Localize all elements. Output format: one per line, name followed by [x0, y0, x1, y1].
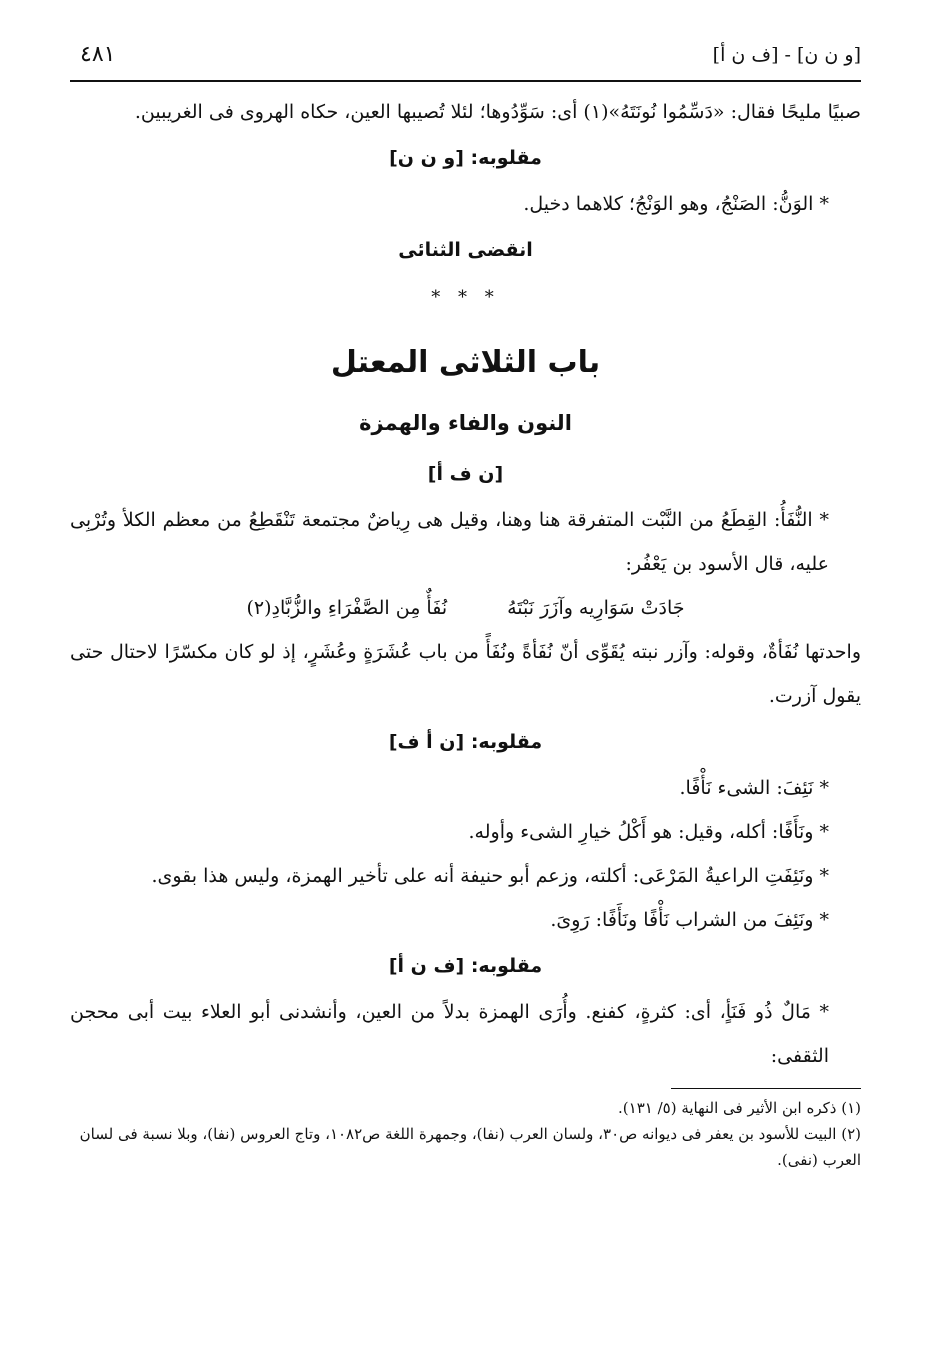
entry-fana: * مَالٌ ذُو فَنَأٍ، أى: كثرةٍ، كفنع. وأُرَى الهمزة بدلاً من العين، وأنشدنى أبو العلاء بيت أبى محجن الثقفى:: [70, 1001, 829, 1067]
verse-hemistich-second: نُفَأٌ مِن الصَّفْرَاءِ والزُّبَّادِ(٢): [246, 597, 448, 619]
running-head: [و ن ن] - [ف ن أ]: [712, 44, 861, 66]
page-header: [70, 40, 861, 82]
paragraph-explanation: واحدتها نُفَأةٌ، وقوله: وآزر نبته يُقَوِّى أنّ نُفَأةً ونُفَأً من باب عُشَرَةٍ وعُشَرٍ، إذ لو كان مكسّرًا لاحتال حتى يقول آزرت.: [70, 641, 861, 707]
subheading-maqlub-wnn: مقلوبه: [و ن ن]: [389, 147, 542, 169]
entry-raiya: * ونَئِفَتِ الراعيةُ المَرْعَى: أكلته، وزعم أبو حنيفة أنه على تأخير الهمزة، وليس هذا بقوى.: [151, 865, 829, 887]
root-heading-nfa: [ن ف أ]: [427, 463, 504, 485]
entry-nufa: * النُّفَأُ: القِطَعُ من النَّبْت المتفرقة هنا وهنا، وقيل هى رِياضٌ مجتمعة تَنْقَطِعُ من معظم الكلأ وتُرْبِى عليه، قال الأسود بن يَعْفُر:: [70, 509, 829, 575]
verse-hemistich-first: جَادَتْ سَوَارِيه وآزَرَ نَبْتَهُ: [507, 597, 685, 619]
section-separator: * * *: [431, 287, 500, 308]
footnote-1: (١) ذكره ابن الأثير فى النهاية (٥/ ١٣١).: [618, 1099, 861, 1117]
footnote-divider: [671, 1088, 861, 1089]
entry-naif: * نَئِفَ: الشىء نَأْفًا.: [679, 777, 829, 799]
footnote-2: (٢) البيت للأسود بن يعفر فى ديوانه ص٣٠، ولسان العرب (نفا)، وجمهرة اللغة ص١٠٨٢، وتاج العروس (نفا)، وبلا نسبة فى لسان العرب (نفى).: [79, 1125, 861, 1169]
poetry-verse: [70, 586, 861, 630]
entry-sharab: * ونَئِفَ من الشراب نَأْفًا ونَأَفًا: رَوِىَ.: [550, 909, 829, 931]
subheading-end-thunai: انقضى الثنائى: [398, 239, 533, 261]
entry-naaf: * ونَأَفًا: أكله، وقيل: هو أَكْلُ خيارِ الشىء وأوله.: [468, 821, 829, 843]
paragraph-continuation: صبيًا مليحًا فقال: «دَسِّمُوا نُونَتَهُ»(١) أى: سَوِّدُوها؛ لئلا تُصيبها العين، حكاه الهروى فى الغريبين.: [134, 101, 861, 123]
subheading-maqlub-fna: مقلوبه: [ف ن أ]: [388, 955, 543, 977]
subheading-maqlub-naf: مقلوبه: [ن أ ف]: [388, 731, 543, 753]
book-page: [70, 40, 861, 1350]
chapter-title: باب الثلاثى المعتل: [330, 345, 601, 380]
page-number: ٤٨١: [80, 42, 116, 67]
section-title: النون والفاء والهمزة: [359, 411, 572, 435]
entry-wann: * الوَنُّ: الصَنْجُ، وهو الوَنْجُ؛ كلاهما دخيل.: [523, 193, 829, 215]
footnotes: [70, 1095, 861, 1173]
